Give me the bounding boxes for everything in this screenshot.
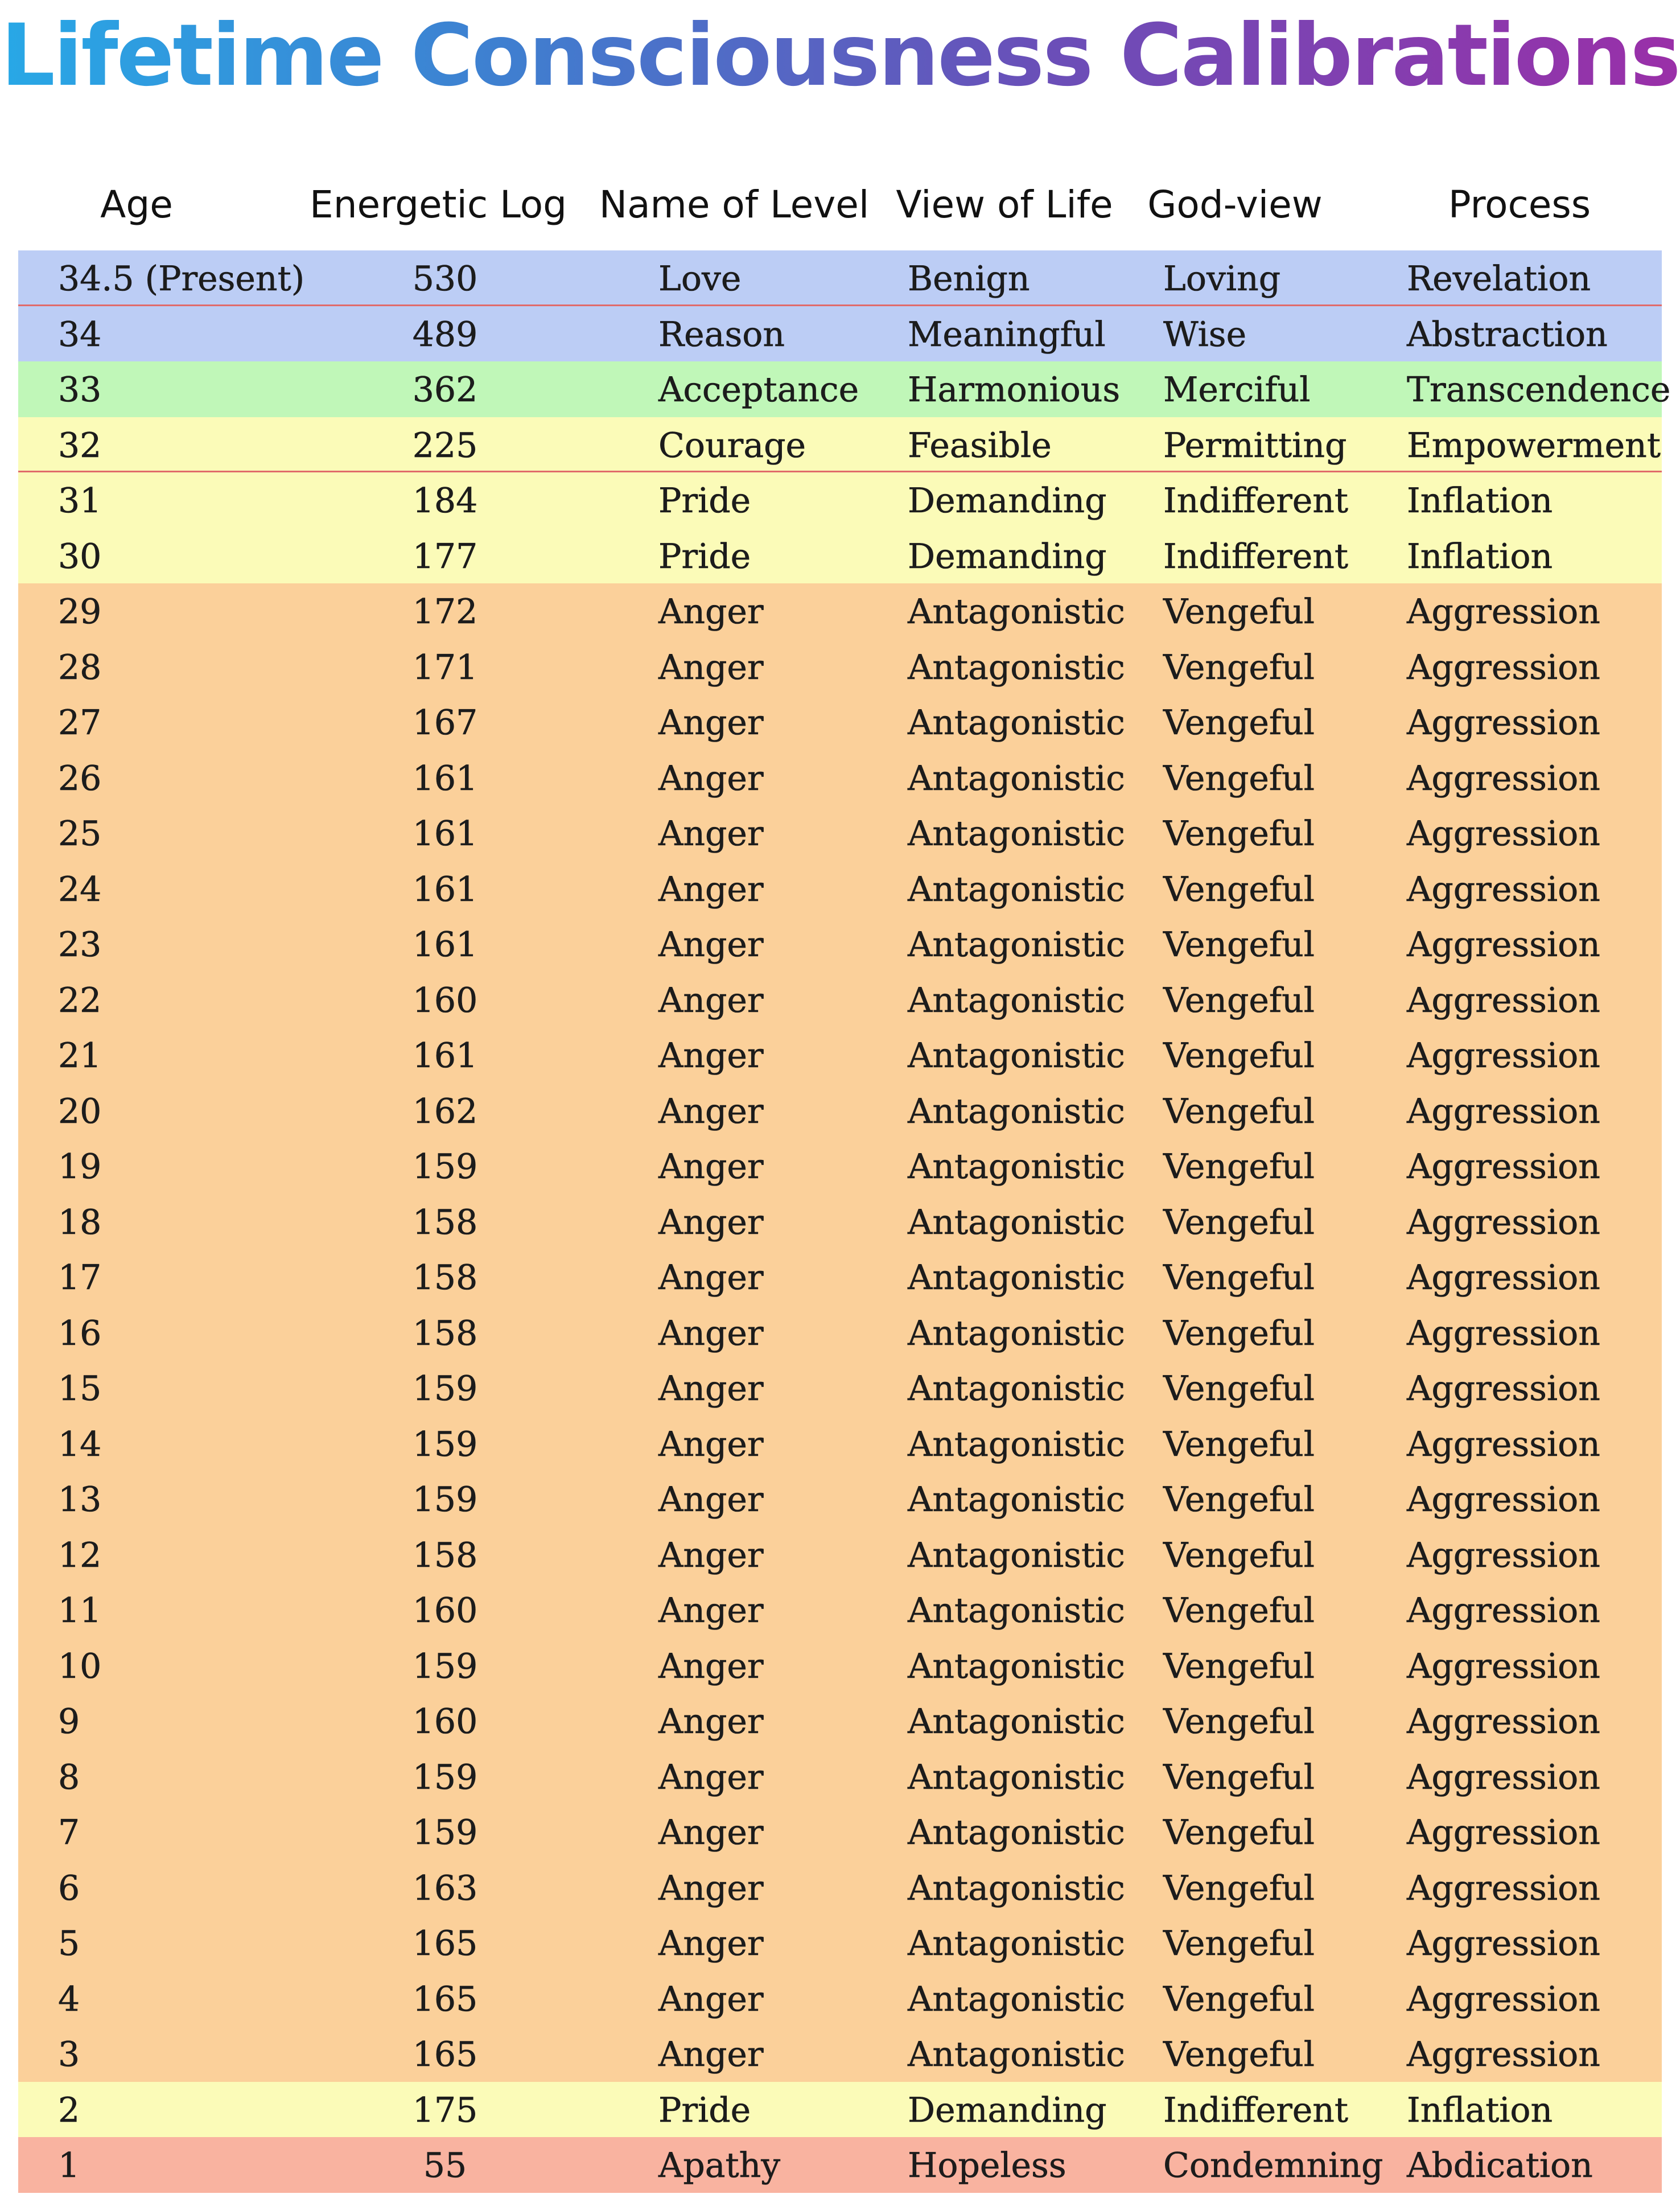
cell-age: 23 (58, 925, 102, 965)
cell-name-of-level: Anger (658, 1369, 764, 1409)
cell-energetic-log: 160 (412, 980, 478, 1020)
cell-age: 31 (58, 481, 102, 521)
table-row (18, 1194, 1662, 1250)
cell-process: Aggression (1407, 1091, 1600, 1131)
cell-process: Aggression (1407, 1369, 1600, 1409)
cell-view-of-life: Feasible (908, 425, 1052, 466)
cell-god-view: Vengeful (1163, 925, 1315, 965)
cell-god-view: Vengeful (1163, 1646, 1315, 1686)
cell-god-view: Vengeful (1163, 647, 1315, 688)
cell-view-of-life: Antagonistic (908, 1258, 1125, 1298)
cell-process: Aggression (1407, 1480, 1600, 1520)
cell-god-view: Vengeful (1163, 592, 1315, 632)
cell-view-of-life: Benign (908, 259, 1030, 299)
cell-view-of-life: Antagonistic (908, 1313, 1125, 1353)
table-row (18, 1915, 1662, 1971)
cell-view-of-life: Antagonistic (908, 703, 1125, 743)
cell-energetic-log: 159 (412, 1147, 478, 1187)
table-row (18, 1582, 1662, 1638)
cell-name-of-level: Anger (658, 647, 764, 688)
cell-energetic-log: 159 (412, 1813, 478, 1853)
cell-age: 11 (58, 1591, 102, 1631)
cell-age: 9 (58, 1702, 80, 1742)
cell-god-view: Vengeful (1163, 1591, 1315, 1631)
cell-process: Inflation (1407, 536, 1553, 577)
cell-view-of-life: Hopeless (908, 2146, 1067, 2185)
cell-view-of-life: Antagonistic (908, 1868, 1125, 1908)
cell-energetic-log: 161 (412, 869, 478, 909)
cell-process: Aggression (1407, 1313, 1600, 1353)
cell-god-view: Vengeful (1163, 814, 1315, 854)
table-row (18, 2026, 1662, 2082)
cell-god-view: Vengeful (1163, 1313, 1315, 1353)
cell-view-of-life: Antagonistic (908, 869, 1125, 909)
cell-view-of-life: Antagonistic (908, 1924, 1125, 1964)
cell-view-of-life: Antagonistic (908, 1036, 1125, 1076)
cell-view-of-life: Antagonistic (908, 1591, 1125, 1631)
cell-god-view: Vengeful (1163, 1924, 1315, 1964)
cell-god-view: Loving (1163, 259, 1281, 299)
cell-god-view: Vengeful (1163, 869, 1315, 909)
cell-energetic-log: 162 (412, 1091, 478, 1131)
table-row (18, 417, 1662, 473)
table-row (18, 1027, 1662, 1083)
cell-name-of-level: Anger (658, 1258, 764, 1298)
table-row (18, 639, 1662, 695)
header-view-of-life: View of Life (896, 183, 1113, 227)
cell-age: 21 (58, 1036, 102, 1076)
cell-energetic-log: 158 (412, 1535, 478, 1575)
cell-process: Aggression (1407, 1147, 1600, 1187)
cell-age: 17 (58, 1258, 102, 1298)
cell-name-of-level: Anger (658, 1424, 764, 1464)
cell-view-of-life: Antagonistic (908, 1147, 1125, 1187)
cell-energetic-log: 158 (412, 1202, 478, 1242)
header-name-of-level: Name of Level (599, 183, 870, 227)
cell-process: Aggression (1407, 1979, 1600, 2019)
cell-energetic-log: 530 (412, 259, 478, 299)
cell-energetic-log: 165 (412, 1924, 478, 1964)
cell-name-of-level: Anger (658, 1757, 764, 1797)
cell-age: 1 (58, 2146, 80, 2185)
cell-energetic-log: 159 (412, 1424, 478, 1464)
table-row (18, 1138, 1662, 1194)
cell-energetic-log: 159 (412, 1369, 478, 1409)
cell-energetic-log: 177 (412, 536, 478, 577)
cell-god-view: Vengeful (1163, 1868, 1315, 1908)
cell-god-view: Vengeful (1163, 703, 1315, 743)
cell-age: 13 (58, 1480, 102, 1520)
cell-view-of-life: Antagonistic (908, 647, 1125, 688)
cell-name-of-level: Pride (658, 2090, 751, 2130)
cell-god-view: Vengeful (1163, 1813, 1315, 1853)
cell-god-view: Vengeful (1163, 1757, 1315, 1797)
cell-name-of-level: Anger (658, 1979, 764, 2019)
cell-energetic-log: 362 (412, 370, 478, 410)
cell-energetic-log: 159 (412, 1480, 478, 1520)
cell-god-view: Vengeful (1163, 1091, 1315, 1131)
cell-energetic-log: 165 (412, 2035, 478, 2074)
header-age: Age (100, 183, 173, 227)
cell-age: 29 (58, 592, 102, 632)
cell-process: Aggression (1407, 1258, 1600, 1298)
cell-name-of-level: Anger (658, 1535, 764, 1575)
header-energetic-log: Energetic Log (310, 183, 567, 227)
cell-age: 10 (58, 1646, 102, 1686)
cell-name-of-level: Anger (658, 980, 764, 1020)
cell-name-of-level: Anger (658, 703, 764, 743)
cell-energetic-log: 489 (412, 314, 478, 355)
cell-age: 4 (58, 1979, 80, 2019)
cell-name-of-level: Pride (658, 536, 751, 577)
cell-god-view: Vengeful (1163, 1535, 1315, 1575)
cell-name-of-level: Anger (658, 814, 764, 854)
cell-age: 22 (58, 980, 102, 1020)
cell-god-view: Permitting (1163, 425, 1347, 466)
cell-name-of-level: Anger (658, 1813, 764, 1853)
cell-god-view: Condemning (1163, 2146, 1383, 2185)
cell-god-view: Merciful (1163, 370, 1311, 410)
cell-god-view: Vengeful (1163, 1702, 1315, 1742)
table-row (18, 694, 1662, 750)
cell-process: Aggression (1407, 1202, 1600, 1242)
cell-age: 20 (58, 1091, 102, 1131)
cell-god-view: Vengeful (1163, 980, 1315, 1020)
table-row (18, 250, 1662, 306)
cell-god-view: Vengeful (1163, 1258, 1315, 1298)
table-row (18, 750, 1662, 806)
cell-age: 18 (58, 1202, 102, 1242)
table-row (18, 1860, 1662, 1916)
cell-name-of-level: Anger (658, 592, 764, 632)
cell-name-of-level: Anger (658, 1591, 764, 1631)
table-row (18, 1305, 1662, 1361)
cell-view-of-life: Antagonistic (908, 1979, 1125, 2019)
cell-process: Abdication (1407, 2146, 1593, 2185)
cell-process: Aggression (1407, 980, 1600, 1020)
cell-process: Transcendence (1407, 370, 1671, 410)
cell-view-of-life: Antagonistic (908, 1091, 1125, 1131)
cell-process: Aggression (1407, 925, 1600, 965)
cell-view-of-life: Antagonistic (908, 814, 1125, 854)
cell-age: 32 (58, 425, 102, 466)
cell-name-of-level: Love (658, 259, 742, 299)
cell-god-view: Vengeful (1163, 1424, 1315, 1464)
cell-name-of-level: Anger (658, 1147, 764, 1187)
cell-age: 16 (58, 1313, 102, 1353)
cell-process: Revelation (1407, 259, 1591, 299)
cell-view-of-life: Antagonistic (908, 1813, 1125, 1853)
cell-view-of-life: Antagonistic (908, 592, 1125, 632)
cell-god-view: Indifferent (1163, 536, 1349, 577)
cell-view-of-life: Demanding (908, 2090, 1107, 2130)
table-row (18, 583, 1662, 639)
cell-view-of-life: Antagonistic (908, 1424, 1125, 1464)
cell-process: Aggression (1407, 1924, 1600, 1964)
cell-name-of-level: Anger (658, 1646, 764, 1686)
cell-god-view: Vengeful (1163, 1979, 1315, 2019)
cell-god-view: Wise (1163, 314, 1247, 355)
cell-age: 3 (58, 2035, 80, 2074)
cell-name-of-level: Anger (658, 1480, 764, 1520)
cell-process: Aggression (1407, 592, 1600, 632)
table-row (18, 306, 1662, 362)
cell-age: 2 (58, 2090, 80, 2130)
cell-god-view: Vengeful (1163, 2035, 1315, 2074)
cell-age: 8 (58, 1757, 80, 1797)
cell-process: Aggression (1407, 1757, 1600, 1797)
cell-view-of-life: Antagonistic (908, 1535, 1125, 1575)
cell-view-of-life: Antagonistic (908, 1202, 1125, 1242)
page-title: Lifetime Consciousness Calibrations (0, 0, 1680, 114)
cell-god-view: Vengeful (1163, 1202, 1315, 1242)
table-row (18, 361, 1671, 417)
cell-energetic-log: 172 (412, 592, 478, 632)
cell-age: 34.5 (Present) (58, 259, 305, 299)
cell-name-of-level: Anger (658, 1202, 764, 1242)
cell-energetic-log: 165 (412, 1979, 478, 2019)
cell-name-of-level: Anger (658, 869, 764, 909)
cell-name-of-level: Apathy (658, 2146, 781, 2185)
cell-view-of-life: Antagonistic (908, 925, 1125, 965)
cell-view-of-life: Demanding (908, 536, 1107, 577)
cell-god-view: Vengeful (1163, 1147, 1315, 1187)
cell-name-of-level: Courage (658, 425, 806, 466)
cell-name-of-level: Anger (658, 925, 764, 965)
cell-age: 34 (58, 314, 102, 355)
table-row (18, 2082, 1662, 2138)
cell-name-of-level: Reason (658, 314, 785, 355)
cell-age: 27 (58, 703, 102, 743)
cell-energetic-log: 158 (412, 1258, 478, 1298)
cell-energetic-log: 161 (412, 925, 478, 965)
cell-process: Abstraction (1407, 314, 1608, 355)
cell-name-of-level: Anger (658, 1036, 764, 1076)
table-header (0, 174, 1680, 236)
cell-god-view: Indifferent (1163, 2090, 1349, 2130)
cell-god-view: Vengeful (1163, 1036, 1315, 1076)
table-row (18, 1693, 1662, 1749)
table-row (18, 1083, 1662, 1139)
cell-view-of-life: Antagonistic (908, 758, 1125, 798)
cell-view-of-life: Antagonistic (908, 1369, 1125, 1409)
cell-view-of-life: Antagonistic (908, 1480, 1125, 1520)
table-row (18, 1416, 1662, 1472)
cell-view-of-life: Antagonistic (908, 980, 1125, 1020)
cell-process: Aggression (1407, 703, 1600, 743)
table-row (18, 1804, 1662, 1860)
cell-process: Aggression (1407, 1868, 1600, 1908)
cell-energetic-log: 158 (412, 1313, 478, 1353)
cell-view-of-life: Antagonistic (908, 1646, 1125, 1686)
table-row (18, 1638, 1662, 1694)
cell-process: Aggression (1407, 1813, 1600, 1853)
cell-age: 7 (58, 1813, 80, 1853)
cell-energetic-log: 55 (423, 2146, 467, 2185)
table-row (18, 805, 1662, 861)
cell-name-of-level: Anger (658, 758, 764, 798)
cell-name-of-level: Anger (658, 1868, 764, 1908)
table-row (18, 861, 1662, 917)
cell-process: Aggression (1407, 1036, 1600, 1076)
table-row (18, 472, 1662, 528)
cell-age: 24 (58, 869, 102, 909)
cell-age: 6 (58, 1868, 80, 1908)
cell-process: Aggression (1407, 1591, 1600, 1631)
cell-view-of-life: Demanding (908, 481, 1107, 521)
cell-name-of-level: Acceptance (658, 370, 859, 410)
table-row (18, 528, 1662, 584)
cell-energetic-log: 184 (412, 481, 478, 521)
table-row (18, 2137, 1662, 2193)
cell-age: 28 (58, 647, 102, 688)
cell-process: Aggression (1407, 1535, 1600, 1575)
cell-energetic-log: 159 (412, 1646, 478, 1686)
cell-age: 5 (58, 1924, 80, 1964)
table-row (18, 1360, 1662, 1416)
cell-process: Aggression (1407, 1424, 1600, 1464)
cell-name-of-level: Anger (658, 1702, 764, 1742)
cell-energetic-log: 160 (412, 1591, 478, 1631)
cell-age: 30 (58, 536, 102, 577)
cell-energetic-log: 163 (412, 1868, 478, 1908)
cell-name-of-level: Anger (658, 2035, 764, 2074)
table-row (18, 1749, 1662, 1805)
cell-name-of-level: Pride (658, 481, 751, 521)
cell-energetic-log: 171 (412, 647, 478, 688)
cell-process: Inflation (1407, 481, 1553, 521)
cell-name-of-level: Anger (658, 1313, 764, 1353)
cell-process: Aggression (1407, 758, 1600, 798)
cell-energetic-log: 225 (412, 425, 478, 466)
cell-age: 15 (58, 1369, 102, 1409)
cell-process: Aggression (1407, 2035, 1600, 2074)
cell-god-view: Vengeful (1163, 1480, 1315, 1520)
table-row (18, 1971, 1662, 2027)
cell-energetic-log: 161 (412, 758, 478, 798)
cell-age: 33 (58, 370, 102, 410)
cell-god-view: Vengeful (1163, 1369, 1315, 1409)
cell-process: Empowerment (1407, 425, 1661, 466)
table-row (18, 1471, 1662, 1527)
cell-view-of-life: Antagonistic (908, 1757, 1125, 1797)
cell-age: 25 (58, 814, 102, 854)
cell-god-view: Vengeful (1163, 758, 1315, 798)
cell-energetic-log: 175 (412, 2090, 478, 2130)
cell-energetic-log: 159 (412, 1757, 478, 1797)
cell-age: 19 (58, 1147, 102, 1187)
cell-view-of-life: Harmonious (908, 370, 1121, 410)
cell-process: Aggression (1407, 1702, 1600, 1742)
header-god-view: God-view (1147, 183, 1323, 227)
table-row (18, 1249, 1662, 1305)
cell-view-of-life: Meaningful (908, 314, 1106, 355)
cell-process: Inflation (1407, 2090, 1553, 2130)
table-row (18, 972, 1662, 1028)
cell-process: Aggression (1407, 869, 1600, 909)
cell-process: Aggression (1407, 647, 1600, 688)
cell-energetic-log: 160 (412, 1702, 478, 1742)
cell-view-of-life: Antagonistic (908, 2035, 1125, 2074)
cell-process: Aggression (1407, 814, 1600, 854)
calibration-table (18, 250, 1671, 2193)
header-process: Process (1448, 183, 1591, 227)
cell-age: 26 (58, 758, 102, 798)
cell-energetic-log: 161 (412, 1036, 478, 1076)
cell-age: 14 (58, 1424, 102, 1464)
table-row (18, 1527, 1662, 1583)
cell-energetic-log: 161 (412, 814, 478, 854)
cell-god-view: Indifferent (1163, 481, 1349, 521)
cell-energetic-log: 167 (412, 703, 478, 743)
cell-name-of-level: Anger (658, 1091, 764, 1131)
cell-process: Aggression (1407, 1646, 1600, 1686)
cell-name-of-level: Anger (658, 1924, 764, 1964)
table-row (18, 916, 1662, 972)
cell-view-of-life: Antagonistic (908, 1702, 1125, 1742)
cell-age: 12 (58, 1535, 102, 1575)
